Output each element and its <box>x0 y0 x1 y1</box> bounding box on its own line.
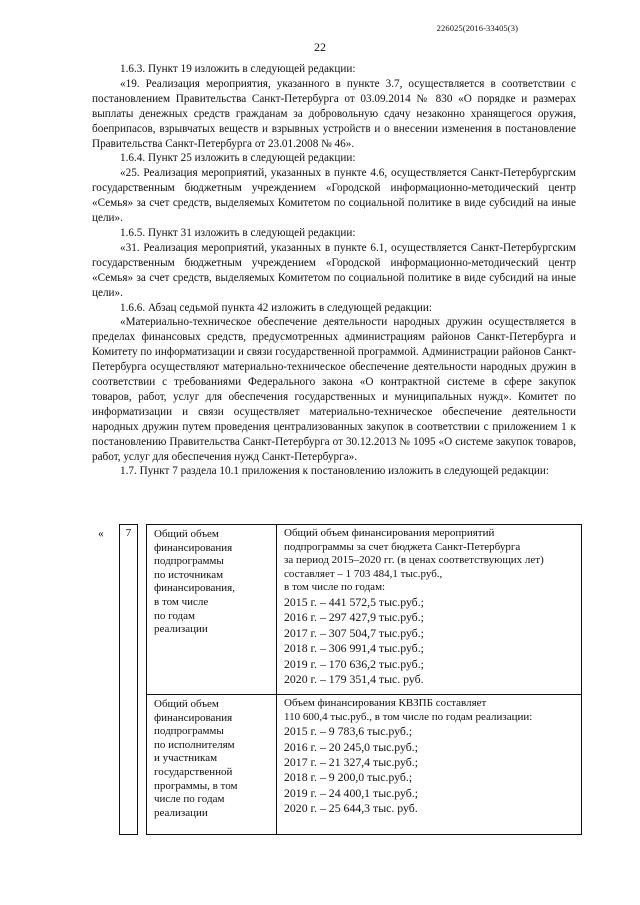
document-body <box>92 62 576 479</box>
year-amount-line: 2015 г. – 9 783,6 тыс.руб.; <box>284 724 413 739</box>
label-line: по исполнителям <box>154 738 235 751</box>
table-row <box>120 695 582 835</box>
label-line: реализации <box>154 623 208 636</box>
paragraph: «19. Реализация мероприятия, указанного в пункте 3.7, осуществляется в соответствии с постановлением Правительства Санкт-Петербурга от 03.09.2014 № 830 «О порядке и размерах выплаты денежных средств гражданам за добровольную сдачу незаконно хранящегося оружия, боеприпасов, взрывчатых веществ и взрывных устройств и о внесении изменения в постановление Правительства Санкт-Петербурга от 23.01.2008 № 46». <box>92 77 576 150</box>
year-amount-line: 2018 г. – 306 991,4 тыс.руб.; <box>284 641 424 656</box>
year-amount-line: 2016 г. – 20 245,0 тыс.руб.; <box>284 739 419 754</box>
value-line: 110 600,4 тыс.руб., в том числе по годам реализации: <box>284 710 533 723</box>
year-amount-line: 2017 г. – 21 327,4 тыс.руб.; <box>284 755 419 769</box>
year-amount-line: 2017 г. – 307 504,7 тыс.руб.; <box>284 625 424 640</box>
year-amount-line: 2019 г. – 170 636,2 тыс.руб.; <box>284 656 424 671</box>
year-amount-line: 2016 г. – 297 427,9 тыс.руб.; <box>284 610 424 625</box>
label-line: по годам <box>154 609 195 622</box>
label-line: программы, в том <box>154 779 238 792</box>
document-number: 226025(2016-33405(3) <box>436 23 518 33</box>
paragraph: «Материально-техническое обеспечение деятельности народных дружин осуществляется в пределах финансовых средств, предусмотренных администрациям районов Санкт-Петербурга и Комитету по информатизации и связи государственной программой. Администрации районов Санкт-Петербурга осуществляют материально-техническое обеспечение деятельности народных дружин в соответствии с требованиями Федерального закона «О контрактной системе в сфере закупок товаров, работ, услуг для обеспечения государственных и муниципальных нужд». Комитет по информатизации и связи осуществляет материально-техническое обеспечение деятельности народных дружин путем проведения централизованных закупок в соответствии с приложением 1 к постановлению Правительства Санкт-Петербурга от 30.12.2013 № 1095 «О системе закупок товаров, работ, услуг для обеспечения нужд Санкт-Петербурга». <box>92 316 576 463</box>
value-line: Объем финансирования КВЗПБ составляет <box>284 697 487 709</box>
paragraph: 1.6.6. Абзац седьмой пункта 42 изложить в следующей редакции: <box>120 301 432 314</box>
spacer-cell <box>138 525 147 835</box>
label-line: финансирования <box>154 711 233 724</box>
page-number: 22 <box>314 40 326 54</box>
financing-table <box>119 524 582 835</box>
label-line: подпрограммы <box>154 555 224 568</box>
value-line: в том числе по годам: <box>284 581 386 594</box>
row-number-cell: 7 <box>120 525 138 835</box>
label-line: подпрограммы <box>154 725 224 738</box>
value-line: за период 2015–2020 гг. (в ценах соответствующих лет) <box>284 554 544 567</box>
label-line: и участникам <box>154 752 218 765</box>
paragraph: 1.6.5. Пункт 31 изложить в следующей редакции: <box>120 226 356 239</box>
opening-quote: « <box>98 528 104 540</box>
value-line: Общий объем финансирования мероприятий <box>284 527 495 539</box>
label-line: финансирования, <box>154 582 235 595</box>
value-cell <box>277 695 582 835</box>
paragraph: 1.6.3. Пункт 19 изложить в следующей редакции: <box>120 63 356 75</box>
year-amount-line: 2015 г. – 441 572,5 тыс.руб.; <box>284 594 424 609</box>
label-line: государственной <box>154 765 233 778</box>
year-amount-line: 2020 г. – 25 644,3 тыс. руб. <box>284 801 418 816</box>
label-cell <box>147 695 277 835</box>
year-amount-line: 2020 г. – 179 351,4 тыс. руб. <box>284 672 424 686</box>
label-cell <box>147 525 277 695</box>
paragraph: 1.6.4. Пункт 25 изложить в следующей редакции: <box>120 152 356 165</box>
label-line: в том числе <box>154 595 209 608</box>
label-line: Общий объем <box>154 698 219 710</box>
year-amount-line: 2019 г. – 24 400,1 тыс.руб.; <box>284 785 419 800</box>
paragraph: «25. Реализация мероприятий, указанных в пункте 4.6, осуществляется Санкт-Петербургским государственным бюджетным учреждением «Городской информационно-методический центр «Семья» за счет средств, выделяемых Комитетом по социальной политике в виде субсидий на иные цели». <box>92 167 576 225</box>
table-row <box>120 525 582 695</box>
value-line: подпрограммы за счет бюджета Санкт-Петербурга <box>284 540 521 553</box>
paragraph: 1.7. Пункт 7 раздела 10.1 приложения к постановлению изложить в следующей редакции: <box>120 465 549 478</box>
paragraph: «31. Реализация мероприятий, указанных в пункте 6.1, осуществляется Санкт-Петербургским государственным бюджетным учреждением «Городской информационно-методический центр «Семья» за счет средств, выделяемых Комитетом по социальной политике в виде субсидий на иные цели». <box>92 241 576 299</box>
label-line: по источникам <box>154 568 224 581</box>
value-line: составляет – 1 703 484,1 тыс.руб., <box>284 567 443 580</box>
label-line: числе по годам <box>154 793 225 806</box>
label-line: реализации <box>154 806 208 819</box>
label-line: финансирования <box>154 541 233 554</box>
year-amount-line: 2018 г. – 9 200,0 тыс.руб.; <box>284 770 413 785</box>
value-cell <box>277 525 582 695</box>
label-line: Общий объем <box>154 528 219 540</box>
